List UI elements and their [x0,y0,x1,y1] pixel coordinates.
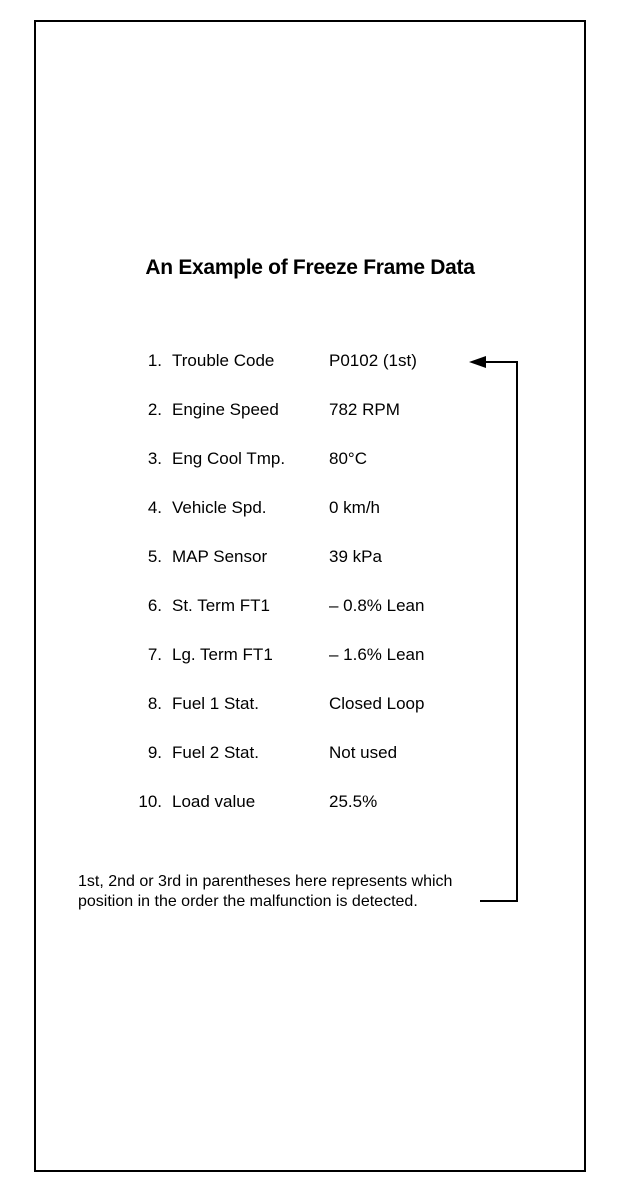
item-number: 3. [147,449,162,468]
item-value: P0102 (1st) [329,351,417,370]
item-label: Engine Speed [172,400,279,419]
item-number: 6. [147,596,162,615]
item-label: Lg. Term FT1 [172,645,273,664]
item-number: 9. [147,743,162,762]
item-number: 1. [147,351,162,370]
item-label: Vehicle Spd. [172,498,267,517]
item-label: Fuel 2 Stat. [172,743,259,762]
item-value: Not used [329,743,398,762]
item-label: Load value [172,792,256,811]
item-value: 782 RPM [329,400,400,419]
footnote: 1st, 2nd or 3rd in parentheses here represents which position in the order the malfunction is detected. [78,873,453,910]
item-value: – 1.6% Lean [329,645,425,664]
item-label: Eng Cool Tmp. [172,449,286,468]
item-number: 2. [147,400,162,419]
item-number: 8. [147,694,162,713]
item-value: 0 km/h [329,498,381,517]
item-value: 39 kPa [329,547,382,566]
item-number: 7. [147,645,162,664]
item-value: 25.5% [329,792,378,811]
item-number: 5. [147,547,162,566]
item-number: 10. [138,792,162,811]
item-label: St. Term FT1 [172,596,270,615]
item-number: 4. [147,498,162,517]
item-label: MAP Sensor [172,547,268,566]
item-value: – 0.8% Lean [329,596,425,615]
item-label: Trouble Code [172,351,275,370]
page-title: An Example of Freeze Frame Data [145,256,475,279]
document-frame [34,20,586,1172]
item-value: Closed Loop [329,694,425,713]
item-label: Fuel 1 Stat. [172,694,259,713]
item-value: 80°C [329,449,367,468]
